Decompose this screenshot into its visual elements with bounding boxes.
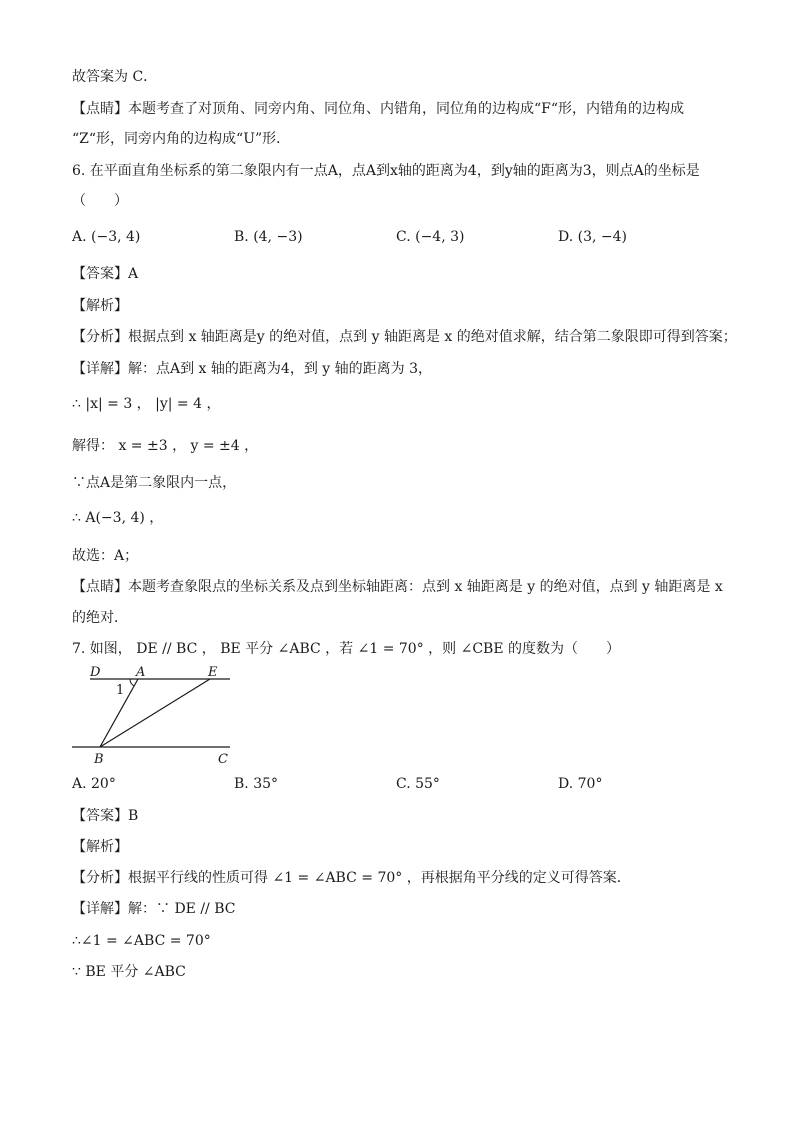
text-line: 【点睛】本题考查了对顶角、同旁内角、同位角、内错角，同位角的边构成“F“形，内错角的边构成 <box>72 101 685 117</box>
question-6-bracket: （ ） <box>72 193 128 209</box>
label-a: A <box>136 665 146 680</box>
analysis-6: 【分析】根据点到 x 轴距离是y 的绝对值，点到 y 轴距离是 x 的绝对值求解，结合第二象限即可得到答案； <box>72 329 737 345</box>
q7-option-c: C. 55° <box>396 776 440 792</box>
label-b: B <box>94 752 104 767</box>
step-line: 故选：A； <box>72 548 139 564</box>
step-line: ∴ A(−3, 4) ， <box>72 510 164 526</box>
angle-1-arc <box>130 679 134 686</box>
step-line: ∴ |x| = 3 ， |y| = 4 ， <box>72 396 221 412</box>
q6-option-a: A. (−3, 4) <box>72 229 141 245</box>
step-line: ∴∠1 = ∠ABC = 70° <box>72 933 211 949</box>
text-line: 故答案为 C． <box>72 69 158 85</box>
analysis-7: 【分析】根据平行线的性质可得 ∠1 = ∠ABC = 70° ，再根据角平分线的定义可得答案． <box>72 870 631 886</box>
q7-option-a: A. 20° <box>72 776 116 792</box>
label-d: D <box>90 665 101 680</box>
label-c: C <box>218 752 228 767</box>
analysis-6-heading: 【解析】 <box>72 298 128 314</box>
detail-7: 【详解】解：∵ DE // BC <box>72 901 236 917</box>
remark-6: 【点睛】本题考查象限点的坐标关系及点到坐标轴距离：点到 x 轴距离是 y 的绝对值，点到 y 轴距离是 x <box>72 579 723 595</box>
question-7: 7. 如图， DE // BC ， BE 平分 ∠ABC ，若 ∠1 = 70° ，则 ∠CBE 的度数为（ ） <box>72 641 620 657</box>
geometry-figure <box>70 664 240 768</box>
label-angle-1: 1 <box>116 683 125 698</box>
label-e: E <box>208 665 218 680</box>
step-line: 解得： x = ±3 ， y = ±4 ， <box>72 438 259 454</box>
detail-6: 【详解】解：点A到 x 轴的距离为4，到 y 轴的距离为 3， <box>72 361 432 377</box>
answer-6: 【答案】A <box>72 266 139 282</box>
question-6: 6. 在平面直角坐标系的第二象限内有一点A，点A到x轴的距离为4，到y轴的距离为3，则点A的坐标是 <box>72 163 700 179</box>
analysis-7-heading: 【解析】 <box>72 839 128 855</box>
step-line: ∵点A是第二象限内一点， <box>72 475 237 491</box>
q6-option-d: D. (3, −4) <box>558 229 627 245</box>
q7-option-d: D. 70° <box>558 776 603 792</box>
q6-option-b: B. (4, −3) <box>234 229 303 245</box>
q7-option-b: B. 35° <box>234 776 279 792</box>
text-line: “Z“形，同旁内角的边构成“U”形． <box>72 131 291 147</box>
q6-option-c: C. (−4, 3) <box>396 229 465 245</box>
remark-6-cont: 的绝对． <box>72 610 128 626</box>
step-line: ∵ BE 平分 ∠ABC <box>72 964 186 980</box>
answer-7: 【答案】B <box>72 808 139 824</box>
